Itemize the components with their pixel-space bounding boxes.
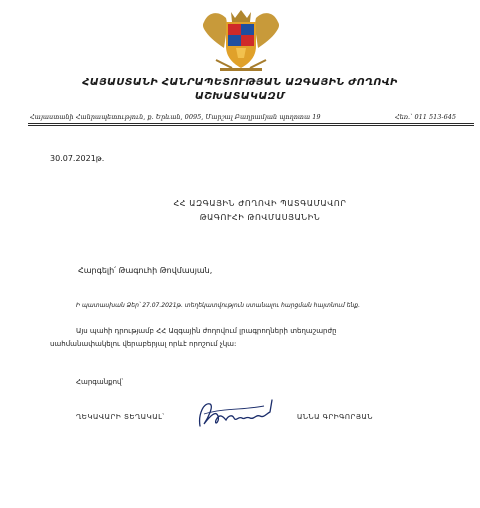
letter-date: 30.07.2021թ. — [50, 154, 105, 163]
letterhead-address: Հայաստանի Հանրապետություն, ք. Երևան, 0095, Մարշալ Բաղրամյան պողոտա 19 — [30, 113, 321, 121]
body-paragraph-line-2: սահմանափակելու վերաբերյալ որևէ որոշում չկա: — [50, 340, 237, 348]
organization-name: ՀԱՅԱՍՏԱՆԻ ՀԱՆՐԱՊԵՏՈՒԹՅԱՆ ԱԶԳԱՅԻՆ ԺՈՂՈՎԻ — [82, 77, 398, 88]
signer-position: ՂԵԿԱՎԱՐԻ ՏԵՂԱԿԱԼ՝ — [76, 413, 165, 421]
closing: Հարգանքով՝ — [76, 378, 124, 386]
letterhead-phone: Հեռ.՝ 011 513-645 — [395, 113, 457, 121]
organization-department: ԱՇԽԱՏԱԿԱԶՄ — [194, 91, 286, 102]
handwritten-signature — [194, 396, 280, 434]
recipient-title: ՀՀ ԱԶԳԱՅԻՆ ԺՈՂՈՎԻ ՊԱՏԳԱՄԱՎՈՐ — [173, 199, 347, 208]
body-paragraph-reference: Ի պատասխան Ձեր՝ 27.07.2021թ. տեղեկատվություն ստանալու հարցման հայտնում ենք. — [76, 302, 361, 309]
letterhead-divider-top — [28, 123, 474, 124]
coat-of-arms-emblem — [198, 8, 284, 74]
body-paragraph-line-1: Այս պահի դրությամբ ՀՀ Ազգային ժողովում լրագրողների տեղաշարժը — [76, 327, 337, 335]
signer-name: ԱՆՆԱ ԳՐԻԳՈՐՅԱՆ — [297, 413, 373, 421]
letterhead-divider-bottom — [28, 125, 474, 126]
recipient-name: ԹԱԳՈՒՀԻ ԹՈՎՄԱՍՅԱՆԻՆ — [199, 213, 321, 222]
salutation: Հարգելի՛ Թագուհի Թովմասյան, — [78, 266, 213, 275]
